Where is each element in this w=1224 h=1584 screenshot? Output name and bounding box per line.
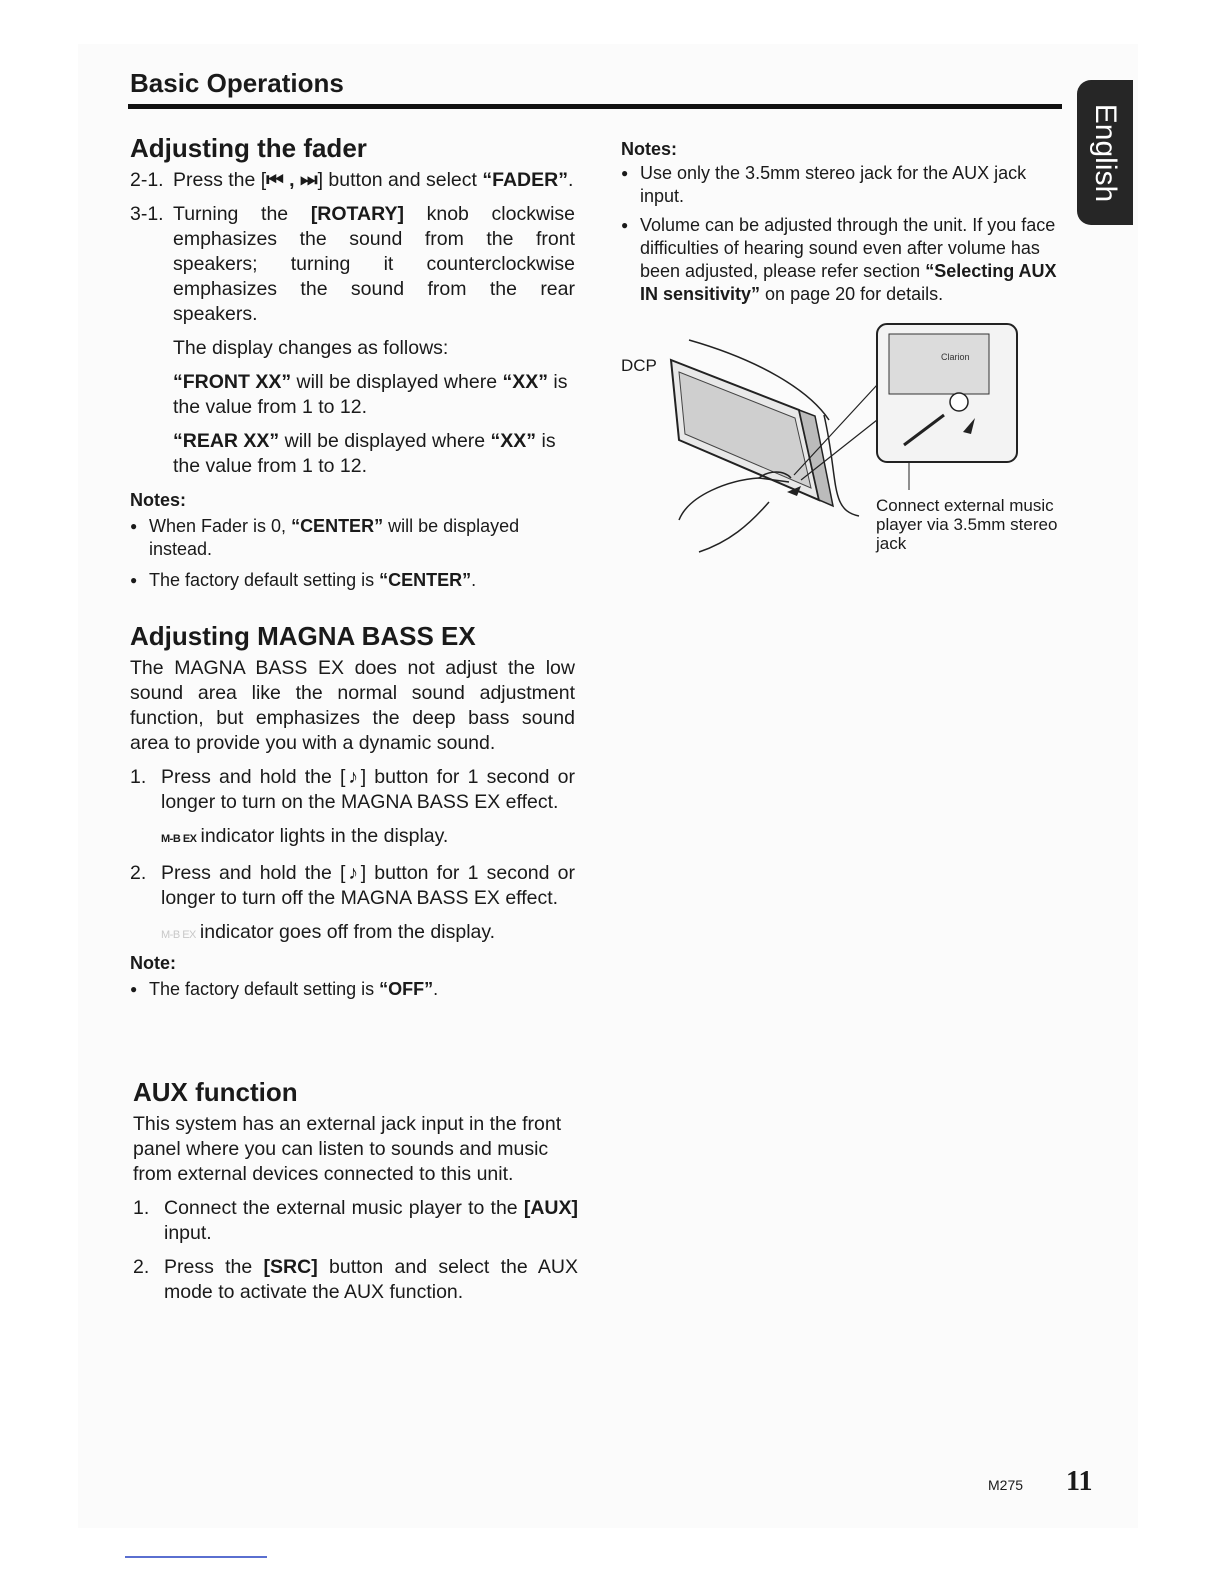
music-note-icon: ♪ [345, 862, 361, 884]
display-intro: The display changes as follows: [173, 337, 449, 359]
magna-note-1: ● The factory default setting is “OFF”. [130, 978, 575, 1001]
magna-title: Adjusting MAGNA BASS EX [130, 621, 476, 651]
skip-buttons-symbol: ⏮ , ⏭ [266, 169, 318, 191]
fader-note-2: ● The factory default setting is “CENTER”. [130, 569, 575, 592]
bottom-underline [125, 1556, 267, 1558]
figure-caption: Connect external music player via 3.5mm stereo jack [876, 496, 1058, 553]
language-tab [1077, 80, 1133, 225]
jack-detail-inset [877, 324, 1017, 462]
indicator-off-text: M-B EX indicator goes off from the display. [130, 920, 575, 948]
mbex-indicator-icon: M-B EX [161, 833, 197, 845]
magna-step-1: 1. Press and hold the [♪] button for 1 second or longer to turn on the MAGNA BASS EX effect. [130, 766, 575, 813]
aux-notes-section [621, 134, 1066, 312]
aux-step-1: 1. Connect the external music player to the [AUX] input. [133, 1197, 578, 1244]
fader-step-2: 3-1. Turning the [ROTARY] knob clockwise emphasizes the sound from the front speakers; turning it counterclockwise emphasizes the sound from the rear speakers. [130, 203, 575, 325]
fader-section [130, 132, 575, 600]
dcp-label: DCP [621, 356, 657, 375]
mbex-indicator-off-icon: M-B EX [161, 929, 196, 941]
magna-step-2: 2. Press and hold the [♪] button for 1 second or longer to turn off the MAGNA BASS EX effect. [130, 862, 575, 909]
magna-intro: The MAGNA BASS EX does not adjust the low sound area like the normal sound adjustment function, but emphasizes the deep bass sound area to provide you with a dynamic sound. [130, 657, 575, 754]
indicator-on-text: M-B EX indicator lights in the display. [130, 824, 575, 852]
rear-display-text: “REAR XX” will be displayed where “XX” is the value from 1 to 12. [173, 430, 556, 477]
music-note-icon: ♪ [345, 766, 361, 788]
aux-title: AUX function [133, 1077, 298, 1107]
fader-note-1: ● When Fader is 0, “CENTER” will be displayed instead. [130, 515, 575, 561]
fader-step-1: 2-1. Press the [⏮ , ⏭] button and select “FADER”. [130, 169, 574, 191]
hand-illustration [679, 472, 791, 552]
aux-notes-heading: Notes: [621, 139, 678, 159]
fader-notes-heading: Notes: [130, 490, 187, 510]
aux-intro: This system has an external jack input in the front panel where you can listen to sounds and music from external devices connected to this unit. [133, 1113, 562, 1185]
magna-note-heading: Note: [130, 953, 176, 973]
page-number: 11 [1066, 1466, 1093, 1497]
aux-step-2: 2. Press the [SRC] button and select the AUX mode to activate the AUX function. [133, 1256, 578, 1303]
dcp-panel [671, 360, 833, 506]
header-rule [128, 104, 1062, 109]
language-tab-label: English [1089, 103, 1122, 202]
magna-section [130, 620, 575, 1009]
fader-title: Adjusting the fader [130, 133, 367, 163]
front-display-text: “FRONT XX” will be displayed where “XX” is the value from 1 to 12. [173, 371, 568, 418]
model-number: M275 [988, 1477, 1024, 1493]
brand-logo: Clarion [941, 352, 970, 362]
aux-section [133, 1076, 578, 1314]
aux-note-1: ● Use only the 3.5mm stereo jack for the AUX jack input. [621, 162, 1066, 208]
page-title: Basic Operations [130, 68, 344, 98]
aux-note-2: ● Volume can be adjusted through the unit. If you face difficulties of hearing sound even after volume has been adjusted, please refer section “Selecting AUX IN sensitivity” on page 20 for details. [621, 214, 1066, 306]
